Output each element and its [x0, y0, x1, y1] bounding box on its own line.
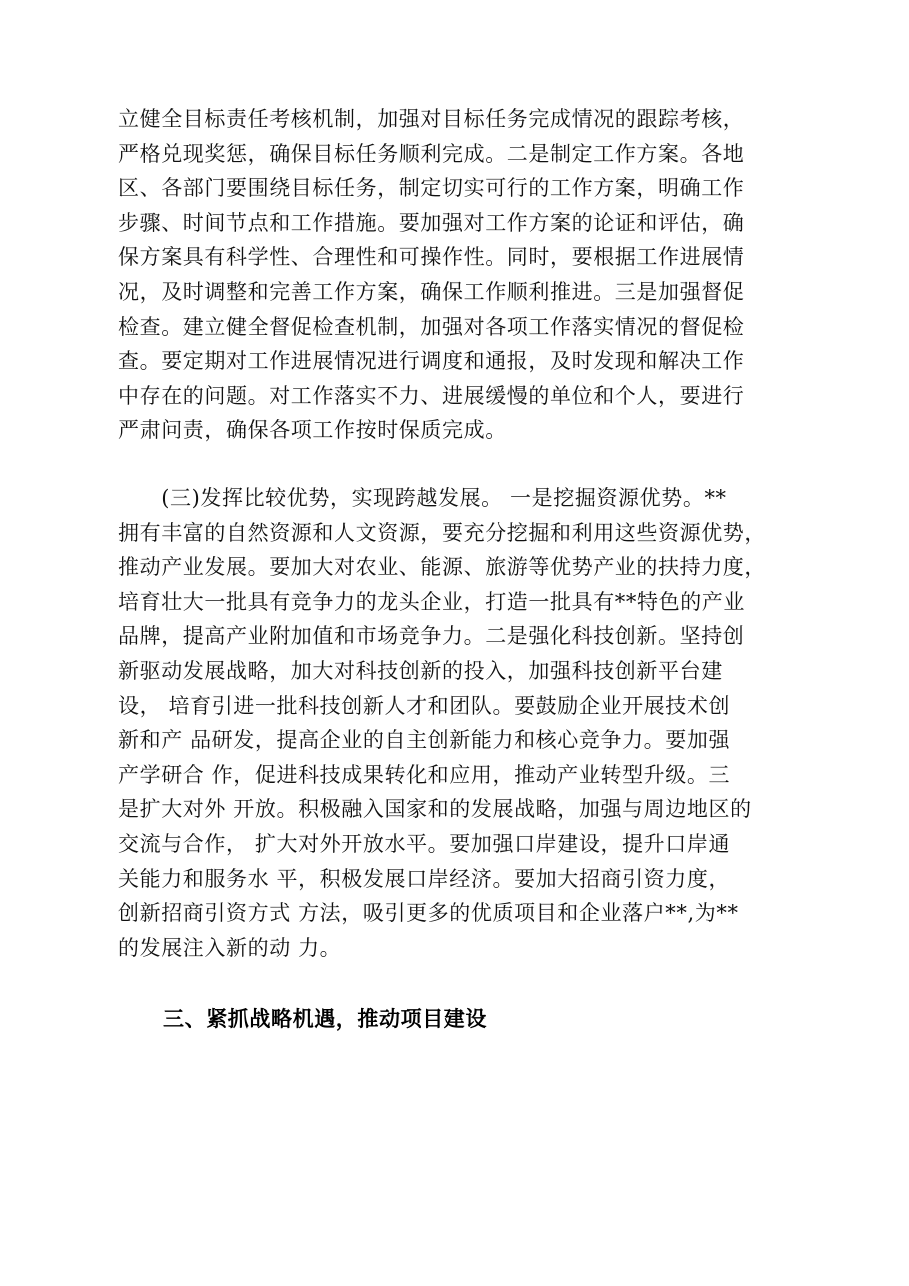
paragraph-2-line: 交流与合作， 扩大对外开放水平。要加强口岸建设，提升口岸通 — [118, 831, 731, 856]
paragraph-1-line: 查。要定期对工作进展情况进行调度和通报，及时发现和解决工作 — [118, 349, 745, 374]
paragraph-2-line: (三)发挥比较优势，实现跨越发展。 一是挖掘资源优势。** — [118, 486, 727, 510]
paragraph-1-line: 步骤、时间节点和工作措施。要加强对工作方案的论证和评估，确 — [118, 210, 745, 235]
paragraph-2-line: 的发展注入新的动 力。 — [118, 935, 342, 960]
paragraph-1-line: 检查。建立健全督促检查机制，加强对各项工作落实情况的督促检 — [118, 314, 745, 339]
paragraph-1-line: 区、各部门要围绕目标任务，制定切实可行的工作方案，明确工作 — [118, 176, 745, 201]
paragraph-1-line: 保方案具有科学性、合理性和可操作性。同时，要根据工作进展情 — [118, 245, 745, 270]
paragraph-2-line: 拥有丰富的自然资源和人文资源，要充分挖掘和利用这些资源优势， — [118, 520, 766, 545]
paragraph-2 — [118, 481, 818, 965]
paragraph-1-line: 严肃问责，确保各项工作按时保质完成。 — [118, 418, 507, 443]
section-heading: 三、紧抓战略机遇，推动项目建设 — [163, 1007, 487, 1031]
paragraph-2-line: 新驱动发展战略，加大对科技创新的投入，加强科技创新平台建 — [118, 658, 723, 683]
paragraph-2-line: 是扩大对外 开放。积极融入国家和的发展战略，加强与周边地区的 — [118, 797, 752, 822]
paragraph-2-line: 创新招商引资方式 方法，吸引更多的优质项目和企业落户**,为** — [118, 901, 739, 926]
paragraph-2-line: 关能力和服务水 平，积极发展口岸经济。要加大招商引资力度， — [118, 866, 731, 891]
paragraph-1-line: 况，及时调整和完善工作方案，确保工作顺利推进。三是加强督促 — [118, 279, 745, 304]
paragraph-2-line: 品牌，提高产业附加值和市场竞争力。二是强化科技创新。坚持创 — [118, 624, 745, 649]
paragraph-2-line: 推动产业发展。要加大对农业、能源、旅游等优势产业的扶持力度， — [118, 555, 766, 580]
paragraph-1-line: 严格兑现奖惩，确保目标任务顺利完成。二是制定工作方案。各地 — [118, 141, 745, 166]
paragraph-2-line: 产学研合 作，促进科技成果转化和应用，推动产业转型升级。三 — [118, 762, 731, 787]
paragraph-1 — [118, 102, 818, 448]
paragraph-2-line: 新和产 品研发，提高企业的自主创新能力和核心竞争力。要加强 — [118, 728, 731, 753]
paragraph-2-line: 设， 培育引进一批科技创新人才和团队。要鼓励企业开展技术创 — [118, 693, 731, 718]
paragraph-1-line: 立健全目标责任考核机制，加强对目标任务完成情况的跟踪考核， — [118, 107, 745, 131]
paragraph-2-line: 培育壮大一批具有竞争力的龙头企业，打造一批具有**特色的产业 — [118, 589, 745, 614]
paragraph-1-line: 中存在的问题。对工作落实不力、进展缓慢的单位和个人，要进行 — [118, 383, 745, 408]
